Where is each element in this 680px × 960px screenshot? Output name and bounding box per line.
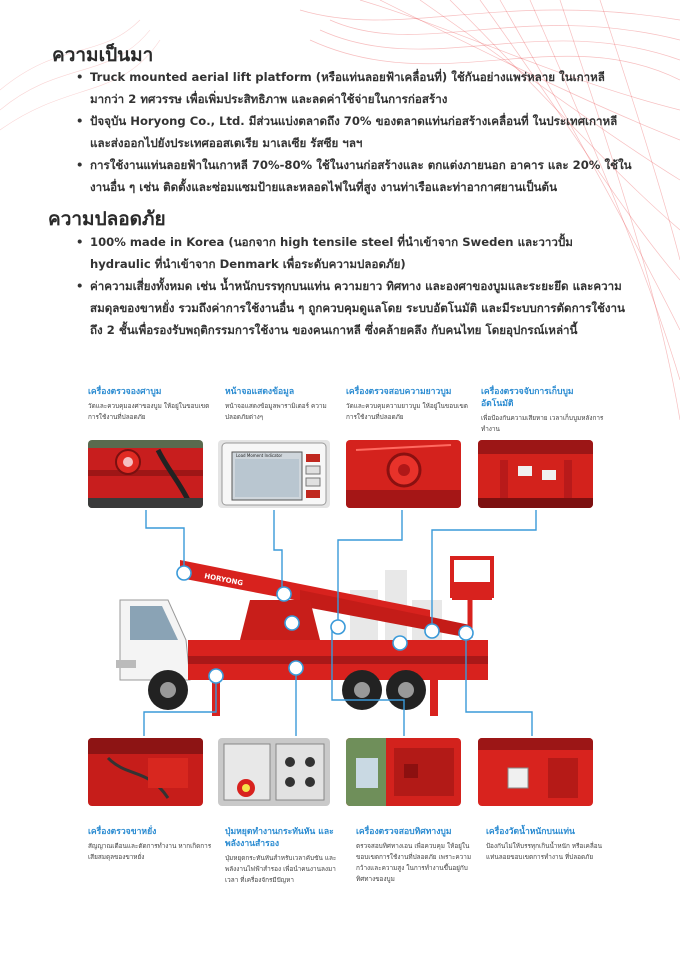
feature-title: เครื่องตรวจขาหยั่ง <box>88 827 157 837</box>
feature-desc: เพื่อป้องกันความเสียหาย เวลาเก็บบูมหลังการทำงาน <box>481 414 604 433</box>
feature-title: ปุ่มหยุดทำงานกระทันหัน และพลังงานสำรอง <box>225 827 334 849</box>
feature-emergency-stop <box>225 826 349 886</box>
feature-desc: วัดและควบคุมองศาของบูม ให้อยู่ในขอบเขตการใช้งานที่ปลอดภัย <box>88 402 210 421</box>
safety-bullet-1: • 100% made in Korea (นอกจาก high tensile steel ที่นำเข้าจาก Sweden และวาวปั้ม hydraulic ที่นำเข้าจาก Denmark เพื่อระดับความปลอดภัย) <box>76 231 636 275</box>
feature-desc: วัดและควบคุมความยาวบูม ให้อยู่ในขอบเขตการใช้งานที่ปลอดภัย <box>346 402 468 421</box>
feature-title: เครื่องวัดน้ำหนักบนแท่น <box>486 827 575 837</box>
feature-title: เครื่องตรวจจับการเก็บบูมอัตโนมัติ <box>481 387 574 409</box>
feature-boom-length <box>346 386 470 423</box>
feature-outrigger <box>88 826 212 863</box>
photo-boom-direction-sensor <box>346 738 461 806</box>
feature-title: เครื่องตรวจองศาบูม <box>88 387 162 397</box>
safety-bullets <box>76 231 636 341</box>
feature-auto-stow <box>481 386 605 435</box>
photo-auto-stow-detector <box>478 440 593 508</box>
photo-outrigger-sensor <box>88 738 203 806</box>
feature-title: เครื่องตรวจสอบความยาวบูม <box>346 387 452 397</box>
history-bullet-2: • ปัจจุบัน Horyong Co., Ltd. มีส่วนแบ่งตลาดถึง 70% ของตลาดแท่นก่อสร้างเคลื่อนที่ ในประเทศเกาหลี และส่งออกไปยังประเทศออสเตเรีย มาเลเซีย รัสซีย ฯลฯ <box>76 110 636 154</box>
feature-desc: ป้องกันไม่ให้บรรทุกเกินน้ำหนัก หรือเคลื่อนแท่นลอยขอบเขตการทำงาน ที่ปลอดภัย <box>486 842 602 861</box>
screen-label: Load Moment Indicator <box>236 453 283 458</box>
feature-boom-angle <box>88 386 212 423</box>
history-heading: ความเป็นมา <box>52 44 154 66</box>
safety-heading: ความปลอดภัย <box>48 208 166 230</box>
feature-boom-direction <box>356 826 476 885</box>
feature-desc: หน้าจอแสดงข้อมูลพารามิเตอร์ ความปลอดภัยต่างๆ <box>225 402 327 421</box>
feature-desc: สัญญาณเตือนและตัดการทำงาน หากเกิดการเสียสมดุลของขาหยั่ง <box>88 842 212 861</box>
photo-boom-angle-sensor <box>88 440 203 508</box>
photo-platform-load-sensor <box>478 738 593 806</box>
feature-desc: ตรวจสอบทิศทางเอน เพื่อควบคุม ให้อยู่ในขอบเขตการใช้งานที่ปลอดภัย เพราะความกว้างและความสูง ในการทำงานขึ้นอยู่กับทิศทางของบูม <box>356 842 472 883</box>
history-bullet-1: • Truck mounted aerial lift platform (หรือแท่นลอยฟ้าเคลื่อนที่) ใช้กันอย่างแพร่หลาย ในเกาหลีมากว่า 2 ทศวรรษ เพื่อเพิ่มประสิทธิภาพ และลดค่าใช้จ่ายในการก่อสร้าง <box>76 66 636 110</box>
truck-brand-logo: HORYONG <box>203 572 244 588</box>
safety-bullet-2: • ค่าความเสี่ยงทั้งหมด เช่น น้ำหนักบรรทุกบนแท่น ความยาว ทิศทาง และองศาของบูมและระยะยึด และความสมดุลของขาหยั่ง รวมถึงค่าการใช้งานอื่น ๆ ถูกควบคุมดูแลโดย ระบบอัตโนมัติ และมีระบบการตัดการใช้งานถึง 2 ชั้นเพื่อรองรับพฤติกรรมการใช้งาน ของคนเกาหลี ซึ่งคล้ายคลึง กับคนไทย โดยอุปกรณ์เหล่านี้ <box>76 275 636 341</box>
feature-title: หน้าจอแสดงข้อมูล <box>225 387 295 397</box>
history-bullet-3: • การใช้งานแท่นลอยฟ้าในเกาหลี 70%-80% ใช้ในงานก่อสร้างและ ตกแต่งภายนอก อาคาร และ 20% ใช้ในงานอื่น ๆ เช่น ติดตั้งและซ่อมแซมป้ายและหลอดไฟในที่สูง งานท่าเรือและท่าอากาศยานเป็นต้น <box>76 154 636 198</box>
feature-desc: ปุ่มหยุดกระทันหันสำหรับเวลาคับขัน และพลังงานไฟฟ้าสำรอง เพื่อนำคนงานลงมาเวลา ที่เครื่องจักรมีปัญหา <box>225 854 337 884</box>
photo-emergency-stop <box>218 738 330 806</box>
aerial-lift-truck-illustration <box>100 530 520 730</box>
feature-title: เครื่องตรวจสอบทิศทางบูม <box>356 827 452 837</box>
feature-display-screen <box>225 386 349 423</box>
history-bullets <box>76 66 636 198</box>
feature-platform-load <box>486 826 606 863</box>
photo-boom-length-sensor <box>346 440 461 508</box>
photo-display-screen <box>218 440 330 508</box>
